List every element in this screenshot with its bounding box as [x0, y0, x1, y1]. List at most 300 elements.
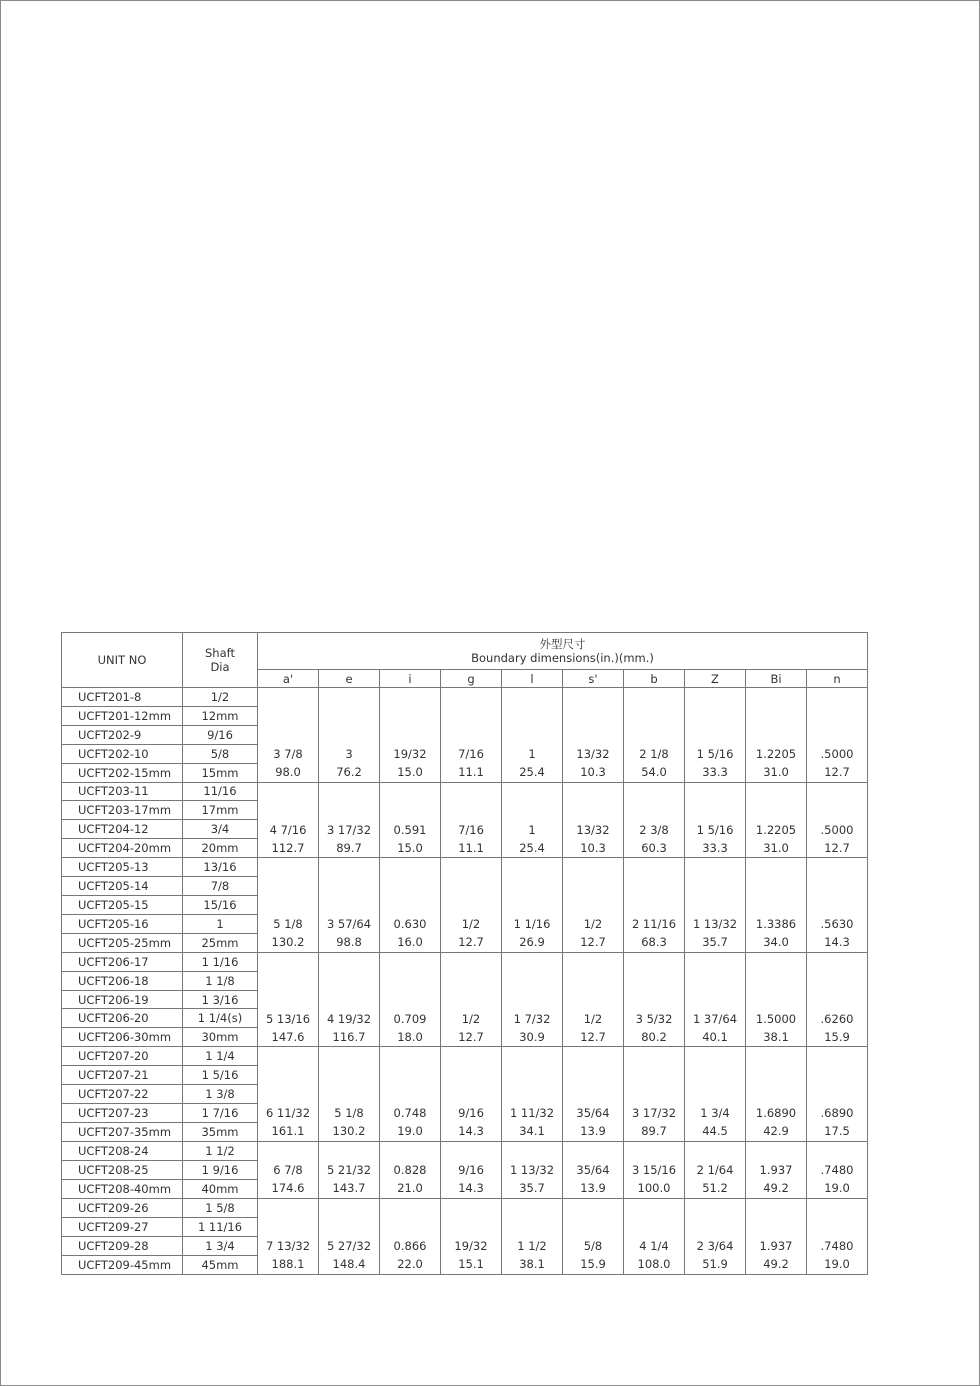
- dimension-inch: 1/2: [461, 917, 481, 932]
- dimension-values: [380, 689, 440, 782]
- dimension-cell: [685, 1047, 746, 1142]
- dimension-cell: [380, 1198, 441, 1274]
- dimension-inch: .7480: [820, 1163, 854, 1178]
- dimension-cell: [624, 1047, 685, 1142]
- dimension-cell: [624, 688, 685, 783]
- dimension-mm: 40.1: [702, 1029, 728, 1044]
- dimension-values: [624, 859, 684, 952]
- dimension-cell: [502, 1198, 563, 1274]
- dimension-values: [624, 953, 684, 1046]
- dimension-values: [502, 1142, 562, 1197]
- dimension-inch: 6 7/8: [273, 1163, 303, 1178]
- shaft-dia-cell: 15mm: [183, 763, 258, 782]
- dimension-mm: 11.1: [458, 840, 484, 855]
- dimension-cell: [319, 688, 380, 783]
- dimension-cell: [380, 858, 441, 953]
- dimension-inch: 5/8: [583, 1239, 603, 1254]
- dimension-inch: 1.2205: [755, 747, 797, 761]
- dimension-mm: 15.1: [458, 1257, 484, 1272]
- dimension-inch: 5 1/8: [273, 917, 303, 932]
- dimension-values: [319, 1048, 379, 1141]
- dimension-inch: 1 5/16: [696, 747, 734, 761]
- dimension-values: [441, 783, 501, 857]
- dimension-values: [502, 689, 562, 782]
- dimension-cell: [563, 782, 624, 858]
- dimension-values: [502, 783, 562, 857]
- dimension-cell: [502, 952, 563, 1047]
- dimension-cell: [441, 1141, 502, 1198]
- dimension-mm: 25.4: [519, 840, 545, 855]
- dimension-values: [807, 1142, 867, 1197]
- shaft-dia-cell: 30mm: [183, 1028, 258, 1047]
- dimension-cell: [685, 1141, 746, 1198]
- dim-label-5: s': [563, 670, 624, 688]
- dimension-inch: 3 5/32: [635, 1011, 673, 1026]
- dimension-cell: [319, 858, 380, 953]
- dimension-cell: [441, 952, 502, 1047]
- table-row: [62, 1141, 868, 1160]
- dimension-inch: 13/32: [576, 822, 610, 837]
- dimension-inch: 6 11/32: [265, 1106, 311, 1121]
- dimension-values: [746, 953, 806, 1046]
- dim-label-0: a': [258, 670, 319, 688]
- dimension-mm: 80.2: [641, 1029, 667, 1044]
- dimension-mm: 161.1: [271, 1124, 305, 1139]
- dim-label-8: Bi: [746, 670, 807, 688]
- dimension-values: [502, 1048, 562, 1141]
- dimension-mm: 30.9: [519, 1029, 545, 1044]
- dimension-mm: 38.1: [519, 1257, 545, 1272]
- dimension-inch: .5000: [820, 747, 854, 761]
- dimension-values: [624, 1199, 684, 1273]
- unit-no-cell: UCFT202-9: [62, 725, 183, 744]
- dimension-values: [807, 953, 867, 1046]
- dimension-inch: 3 7/8: [273, 747, 303, 761]
- dimension-inch: 19/32: [454, 1239, 488, 1254]
- dimension-cell: [685, 782, 746, 858]
- dimension-inch: 5 1/8: [334, 1106, 364, 1121]
- dimension-mm: 34.0: [763, 935, 789, 950]
- dimension-cell: [258, 1047, 319, 1142]
- dimension-mm: 49.2: [763, 1181, 789, 1196]
- unit-no-cell: UCFT209-26: [62, 1198, 183, 1217]
- dimension-mm: 33.3: [702, 840, 728, 855]
- dimension-cell: [746, 952, 807, 1047]
- shaft-dia-cell: 45mm: [183, 1255, 258, 1274]
- dimension-mm: 14.3: [458, 1124, 484, 1139]
- dimension-mm: 13.9: [580, 1124, 606, 1139]
- dimension-values: [380, 859, 440, 952]
- dimension-mm: 42.9: [763, 1124, 789, 1139]
- dimension-inch: 5 13/16: [265, 1011, 311, 1026]
- dimension-inch: 1 13/32: [692, 917, 738, 932]
- dimension-inch: 1 37/64: [692, 1011, 738, 1026]
- dimension-values: [502, 953, 562, 1046]
- dimension-cell: [807, 1141, 868, 1198]
- dimension-mm: 44.5: [702, 1124, 728, 1139]
- shaft-dia-cell: 3/4: [183, 820, 258, 839]
- dimension-inch: 1 1/2: [517, 1239, 547, 1254]
- dimension-mm: 108.0: [637, 1257, 671, 1272]
- dimension-cell: [319, 782, 380, 858]
- shaft-dia-cell: 15/16: [183, 896, 258, 915]
- dimension-inch: 1 3/4: [700, 1106, 730, 1121]
- dimension-cell: [685, 1198, 746, 1274]
- dimension-cell: [807, 858, 868, 953]
- dimension-values: [746, 689, 806, 782]
- dimension-cell: [563, 1198, 624, 1274]
- unit-no-cell: UCFT201-12mm: [62, 706, 183, 725]
- dimension-mm: 130.2: [271, 935, 305, 950]
- unit-no-cell: UCFT205-13: [62, 858, 183, 877]
- dimension-inch: 3: [345, 747, 353, 761]
- dimension-cell: [319, 1198, 380, 1274]
- dimension-cell: [380, 1141, 441, 1198]
- dimension-inch: 1: [528, 822, 536, 837]
- dimension-values: [807, 859, 867, 952]
- dimension-cell: [807, 1198, 868, 1274]
- dimension-values: [807, 689, 867, 782]
- dimension-inch: 2 1/64: [696, 1163, 734, 1178]
- dimension-cell: [380, 1047, 441, 1142]
- dimension-mm: 51.9: [702, 1257, 728, 1272]
- dimension-values: [319, 1142, 379, 1197]
- title-en: Boundary dimensions(in.)(mm.): [471, 651, 654, 665]
- dimension-cell: [319, 952, 380, 1047]
- shaft-dia-cell: 1 1/8: [183, 971, 258, 990]
- unit-no-cell: UCFT206-18: [62, 971, 183, 990]
- dimension-cell: [258, 782, 319, 858]
- shaft-dia-line2: Dia: [210, 660, 230, 674]
- shaft-dia-cell: 1 7/16: [183, 1103, 258, 1122]
- dimension-cell: [563, 1047, 624, 1142]
- dimension-cell: [502, 782, 563, 858]
- dimension-values: [441, 1142, 501, 1197]
- shaft-dia-header: [183, 633, 258, 688]
- dimension-mm: 13.9: [580, 1181, 606, 1196]
- dimension-inch: 1/2: [461, 1011, 481, 1026]
- dimension-values: [685, 1142, 745, 1197]
- dimension-mm: 112.7: [271, 840, 305, 855]
- dimension-inch: 0.591: [393, 822, 427, 837]
- dimension-inch: 35/64: [576, 1163, 610, 1178]
- dimension-inch: 1/2: [583, 917, 603, 932]
- shaft-dia-cell: 13/16: [183, 858, 258, 877]
- dimension-inch: 2 1/8: [639, 747, 669, 761]
- dimension-mm: 12.7: [580, 1029, 606, 1044]
- dimension-inch: 1 11/32: [509, 1106, 555, 1121]
- dimension-values: [441, 859, 501, 952]
- unit-no-cell: UCFT204-12: [62, 820, 183, 839]
- unit-no-cell: UCFT207-21: [62, 1066, 183, 1085]
- dimension-mm: 15.9: [824, 1029, 850, 1044]
- shaft-dia-cell: 1 11/16: [183, 1217, 258, 1236]
- dimension-cell: [258, 688, 319, 783]
- dimension-mm: 14.3: [458, 1181, 484, 1196]
- dimension-inch: .7480: [820, 1239, 854, 1254]
- dimension-values: [563, 1142, 623, 1197]
- table-row: [62, 1047, 868, 1066]
- unit-no-cell: UCFT206-19: [62, 990, 183, 1009]
- dimension-values: [624, 689, 684, 782]
- dimension-values: [319, 689, 379, 782]
- shaft-dia-line1: Shaft: [205, 646, 235, 660]
- dimension-values: [258, 1142, 318, 1197]
- dimension-cell: [441, 1198, 502, 1274]
- dimension-values: [685, 1048, 745, 1141]
- dimension-mm: 68.3: [641, 935, 667, 950]
- dimension-values: [807, 1048, 867, 1141]
- shaft-dia-cell: 1: [183, 914, 258, 933]
- dimension-inch: 4 7/16: [269, 822, 307, 837]
- dimension-values: [563, 1048, 623, 1141]
- unit-no-cell: UCFT202-10: [62, 744, 183, 763]
- shaft-dia-cell: 40mm: [183, 1179, 258, 1198]
- dimension-mm: 34.1: [519, 1124, 545, 1139]
- dimension-mm: 21.0: [397, 1181, 423, 1196]
- unit-no-cell: UCFT203-11: [62, 782, 183, 801]
- dimension-mm: 12.7: [824, 840, 850, 855]
- unit-no-cell: UCFT208-25: [62, 1160, 183, 1179]
- shaft-dia-cell: 11/16: [183, 782, 258, 801]
- dimension-mm: 26.9: [519, 935, 545, 950]
- dimension-inch: 2 11/16: [631, 917, 677, 932]
- dimension-values: [380, 783, 440, 857]
- dimension-cell: [563, 1141, 624, 1198]
- dimension-values: [441, 689, 501, 782]
- dimension-mm: 12.7: [458, 1029, 484, 1044]
- dimension-mm: 10.3: [580, 840, 606, 855]
- dimension-mm: 15.0: [397, 840, 423, 855]
- dimension-mm: 174.6: [271, 1181, 305, 1196]
- dimension-cell: [746, 1141, 807, 1198]
- dimension-cell: [746, 688, 807, 783]
- shaft-dia-cell: 12mm: [183, 706, 258, 725]
- dimension-mm: 89.7: [336, 840, 362, 855]
- dimension-inch: 1 5/16: [696, 822, 734, 837]
- dimension-mm: 12.7: [580, 935, 606, 950]
- dimension-inch: 0.630: [393, 917, 427, 932]
- dimension-values: [441, 1048, 501, 1141]
- dimension-cell: [258, 1141, 319, 1198]
- dimension-inch: 9/16: [458, 1163, 484, 1178]
- dimension-cell: [563, 952, 624, 1047]
- dimension-inch: 4 19/32: [326, 1011, 372, 1026]
- dimension-inch: 3 57/64: [326, 917, 372, 932]
- dimension-cell: [441, 782, 502, 858]
- dimension-mm: 19.0: [397, 1124, 423, 1139]
- dimension-inch: 0.709: [393, 1011, 427, 1026]
- dimension-inch: .6260: [820, 1011, 854, 1026]
- unit-no-cell: UCFT209-28: [62, 1236, 183, 1255]
- dimension-inch: 3 15/16: [631, 1163, 677, 1178]
- dimension-values: [563, 689, 623, 782]
- dimension-cell: [441, 1047, 502, 1142]
- dimension-cell: [502, 688, 563, 783]
- dimension-cell: [624, 1198, 685, 1274]
- dimension-values: [685, 953, 745, 1046]
- dimension-mm: 31.0: [763, 765, 789, 779]
- unit-no-cell: UCFT202-15mm: [62, 763, 183, 782]
- unit-no-cell: UCFT209-45mm: [62, 1255, 183, 1274]
- shaft-dia-cell: 35mm: [183, 1122, 258, 1141]
- dimension-values: [746, 783, 806, 857]
- dimension-mm: 147.6: [271, 1029, 305, 1044]
- dimension-inch: .5630: [820, 917, 854, 932]
- shaft-dia-cell: 9/16: [183, 725, 258, 744]
- dimension-inch: 5 27/32: [326, 1239, 372, 1254]
- unit-no-cell: UCFT206-17: [62, 952, 183, 971]
- dimension-cell: [502, 1141, 563, 1198]
- shaft-dia-cell: 20mm: [183, 839, 258, 858]
- dimension-values: [258, 783, 318, 857]
- table-row: [62, 1198, 868, 1217]
- dimension-inch: 7/16: [458, 822, 484, 837]
- dimension-mm: 188.1: [271, 1257, 305, 1272]
- shaft-dia-cell: 25mm: [183, 933, 258, 952]
- dimension-values: [441, 953, 501, 1046]
- dimension-mm: 25.4: [519, 765, 545, 779]
- dimension-inch: 1: [528, 747, 536, 761]
- dim-label-7: Z: [685, 670, 746, 688]
- dimension-cell: [685, 952, 746, 1047]
- dimension-cell: [441, 688, 502, 783]
- dimension-inch: .5000: [820, 822, 854, 837]
- shaft-dia-cell: 1 5/16: [183, 1066, 258, 1085]
- dim-label-4: l: [502, 670, 563, 688]
- dimension-values: [746, 1048, 806, 1141]
- dimension-mm: 12.7: [458, 935, 484, 950]
- dimension-cell: [563, 858, 624, 953]
- dimension-values: [441, 1199, 501, 1273]
- table-row: [62, 688, 868, 707]
- shaft-dia-cell: 1 1/4(s): [183, 1009, 258, 1028]
- dimension-values: [380, 953, 440, 1046]
- dimension-mm: 148.4: [332, 1257, 366, 1272]
- dimension-values: [685, 689, 745, 782]
- unit-no-cell: UCFT206-20: [62, 1009, 183, 1028]
- dimension-inch: 0.828: [393, 1163, 427, 1178]
- unit-no-cell: UCFT208-40mm: [62, 1179, 183, 1198]
- unit-no-cell: UCFT207-35mm: [62, 1122, 183, 1141]
- dim-label-2: i: [380, 670, 441, 688]
- shaft-dia-cell: 1 1/16: [183, 952, 258, 971]
- shaft-dia-cell: 5/8: [183, 744, 258, 763]
- dimension-values: [380, 1142, 440, 1197]
- dimension-inch: 7/16: [458, 747, 484, 761]
- dimension-inch: 35/64: [576, 1106, 610, 1121]
- dimension-values: [746, 1199, 806, 1273]
- dimension-mm: 38.1: [763, 1029, 789, 1044]
- dimension-values: [563, 859, 623, 952]
- shaft-dia-cell: 1 1/4: [183, 1047, 258, 1066]
- dimensions-table: [61, 632, 868, 1275]
- dimension-mm: 14.3: [824, 935, 850, 950]
- dimension-mm: 49.2: [763, 1257, 789, 1272]
- dimension-cell: [502, 1047, 563, 1142]
- dimension-inch: 1.5000: [755, 1011, 797, 1026]
- dim-label-1: e: [319, 670, 380, 688]
- dimension-cell: [258, 858, 319, 953]
- dimension-mm: 16.0: [397, 935, 423, 950]
- dimension-mm: 10.3: [580, 765, 606, 779]
- dimension-cell: [380, 952, 441, 1047]
- dimension-values: [319, 783, 379, 857]
- dimension-values: [380, 1199, 440, 1273]
- dimension-inch: 1 13/32: [509, 1163, 555, 1178]
- dimension-mm: 54.0: [641, 765, 667, 779]
- dimension-cell: [380, 688, 441, 783]
- dimension-inch: 1.2205: [755, 822, 797, 837]
- dimension-inch: 13/32: [576, 747, 610, 761]
- boundary-dimensions-header: [258, 633, 868, 670]
- table-row: [62, 782, 868, 801]
- dimension-cell: [746, 858, 807, 953]
- shaft-dia-cell: 1 3/16: [183, 990, 258, 1009]
- dimension-mm: 116.7: [332, 1029, 366, 1044]
- unit-no-cell: UCFT203-17mm: [62, 801, 183, 820]
- dimension-cell: [624, 782, 685, 858]
- dimension-cell: [441, 858, 502, 953]
- dimension-cell: [624, 858, 685, 953]
- dimension-values: [624, 1048, 684, 1141]
- dimension-mm: 17.5: [824, 1124, 850, 1139]
- shaft-dia-cell: 1 3/8: [183, 1085, 258, 1104]
- table-row: [62, 952, 868, 971]
- dimension-mm: 143.7: [332, 1181, 366, 1196]
- header-row: [62, 633, 868, 670]
- dimension-values: [319, 1199, 379, 1273]
- dimension-mm: 100.0: [637, 1181, 671, 1196]
- dimension-values: [746, 859, 806, 952]
- unit-no-cell: UCFT205-14: [62, 877, 183, 896]
- dimension-inch: 3 17/32: [631, 1106, 677, 1121]
- dimension-values: [563, 783, 623, 857]
- shaft-dia-cell: 7/8: [183, 877, 258, 896]
- dimension-values: [502, 859, 562, 952]
- shaft-dia-cell: 1 9/16: [183, 1160, 258, 1179]
- unit-no-cell: UCFT201-8: [62, 688, 183, 707]
- dimension-mm: 31.0: [763, 840, 789, 855]
- dimension-mm: 15.9: [580, 1257, 606, 1272]
- shaft-dia-cell: 1 3/4: [183, 1236, 258, 1255]
- dimension-values: [258, 1048, 318, 1141]
- dimension-cell: [380, 782, 441, 858]
- dimension-inch: 1.6890: [755, 1106, 797, 1121]
- dimension-inch: 7 13/32: [265, 1239, 311, 1254]
- dimension-values: [319, 859, 379, 952]
- dimension-inch: 2 3/8: [639, 822, 669, 837]
- dimension-inch: 1/2: [583, 1011, 603, 1026]
- dimension-cell: [685, 858, 746, 953]
- dimension-cell: [624, 1141, 685, 1198]
- dimension-inch: 5 21/32: [326, 1163, 372, 1178]
- dimension-mm: 33.3: [702, 765, 728, 779]
- dimension-mm: 51.2: [702, 1181, 728, 1196]
- dimension-cell: [258, 952, 319, 1047]
- unit-no-cell: UCFT207-22: [62, 1085, 183, 1104]
- dimension-inch: 19/32: [393, 747, 427, 761]
- dim-label-6: b: [624, 670, 685, 688]
- dimension-mm: 19.0: [824, 1181, 850, 1196]
- dimension-mm: 89.7: [641, 1124, 667, 1139]
- dimension-values: [563, 1199, 623, 1273]
- dimension-mm: 60.3: [641, 840, 667, 855]
- dimension-values: [685, 859, 745, 952]
- dimension-mm: 12.7: [824, 765, 850, 779]
- dimension-values: [685, 783, 745, 857]
- shaft-dia-cell: 1 5/8: [183, 1198, 258, 1217]
